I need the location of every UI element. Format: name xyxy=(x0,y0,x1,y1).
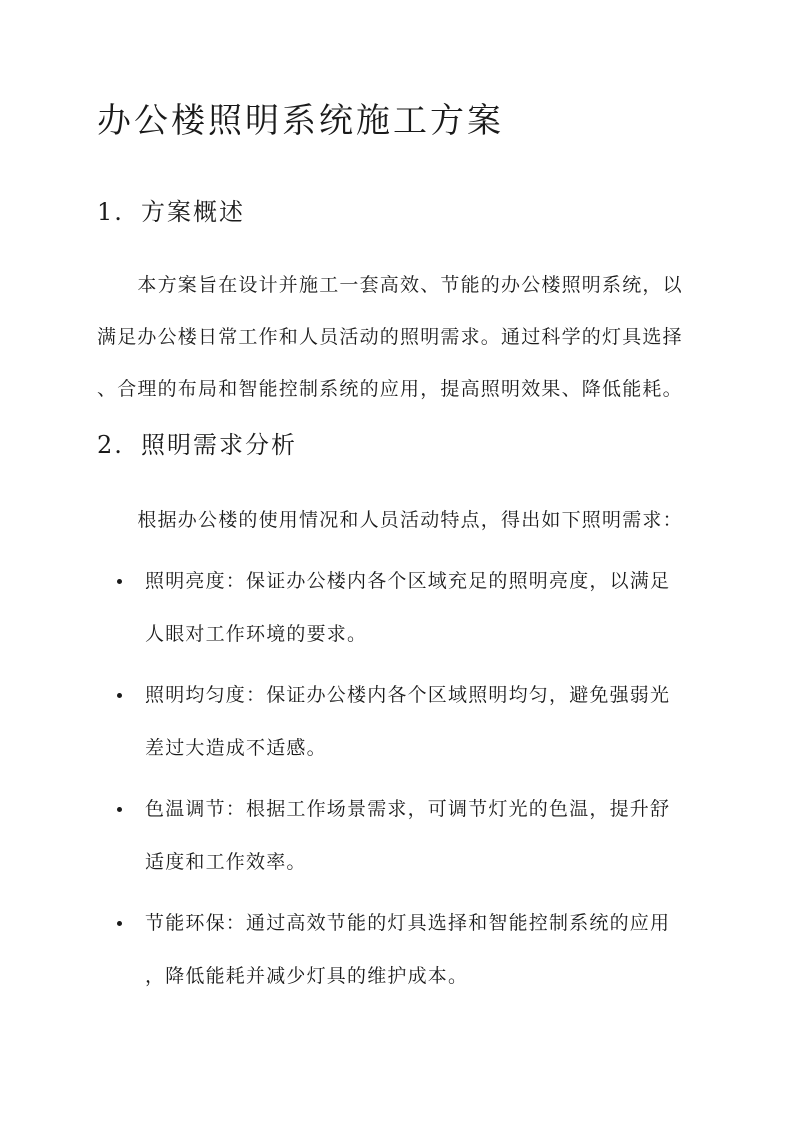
section-title: 照明需求分析 xyxy=(141,431,297,459)
list-item-brightness xyxy=(97,555,707,661)
bullet-icon xyxy=(117,693,122,698)
requirements-list xyxy=(97,555,707,1011)
paragraph-line: 满足办公楼日常工作和人员活动的照明需求。通过科学的灯具选择 xyxy=(97,326,683,348)
list-item-color-temperature xyxy=(97,783,707,889)
section-heading-requirements xyxy=(97,427,297,463)
list-item-line: 人眼对工作环境的要求。 xyxy=(145,623,368,645)
list-item-line: 照明均匀度：保证办公楼内各个区域照明均匀，避免强弱光 xyxy=(145,684,671,706)
list-item-line: 照明亮度：保证办公楼内各个区域充足的照明亮度，以满足 xyxy=(145,570,671,592)
requirements-intro-paragraph xyxy=(97,494,707,546)
section-heading-overview xyxy=(97,194,245,230)
section-number: 1. xyxy=(97,198,124,226)
list-item-line: 色温调节：根据工作场景需求，可调节灯光的色温，提升舒 xyxy=(145,798,671,820)
bullet-icon xyxy=(117,921,122,926)
paragraph-line: 本方案旨在设计并施工一套高效、节能的办公楼照明系统，以 xyxy=(97,274,683,296)
section-number: 2. xyxy=(97,431,124,459)
bullet-icon xyxy=(117,579,122,584)
overview-paragraph xyxy=(97,259,707,415)
list-item-energy-saving xyxy=(97,897,707,1003)
list-item-line: 差过大造成不适感。 xyxy=(145,737,327,759)
paragraph-line: 根据办公楼的使用情况和人员活动特点，得出如下照明需求： xyxy=(97,509,683,531)
section-title: 方案概述 xyxy=(141,198,245,226)
list-item-line: 适度和工作效率。 xyxy=(145,851,307,873)
document-title: 办公楼照明系统施工方案 xyxy=(97,101,504,141)
list-item-line: 节能环保：通过高效节能的灯具选择和智能控制系统的应用 xyxy=(145,912,671,934)
paragraph-line: 、合理的布局和智能控制系统的应用，提高照明效果、降低能耗。 xyxy=(97,378,683,400)
list-item-uniformity xyxy=(97,669,707,775)
list-item-line: ，降低能耗并减少灯具的维护成本。 xyxy=(145,965,469,987)
bullet-icon xyxy=(117,807,122,812)
